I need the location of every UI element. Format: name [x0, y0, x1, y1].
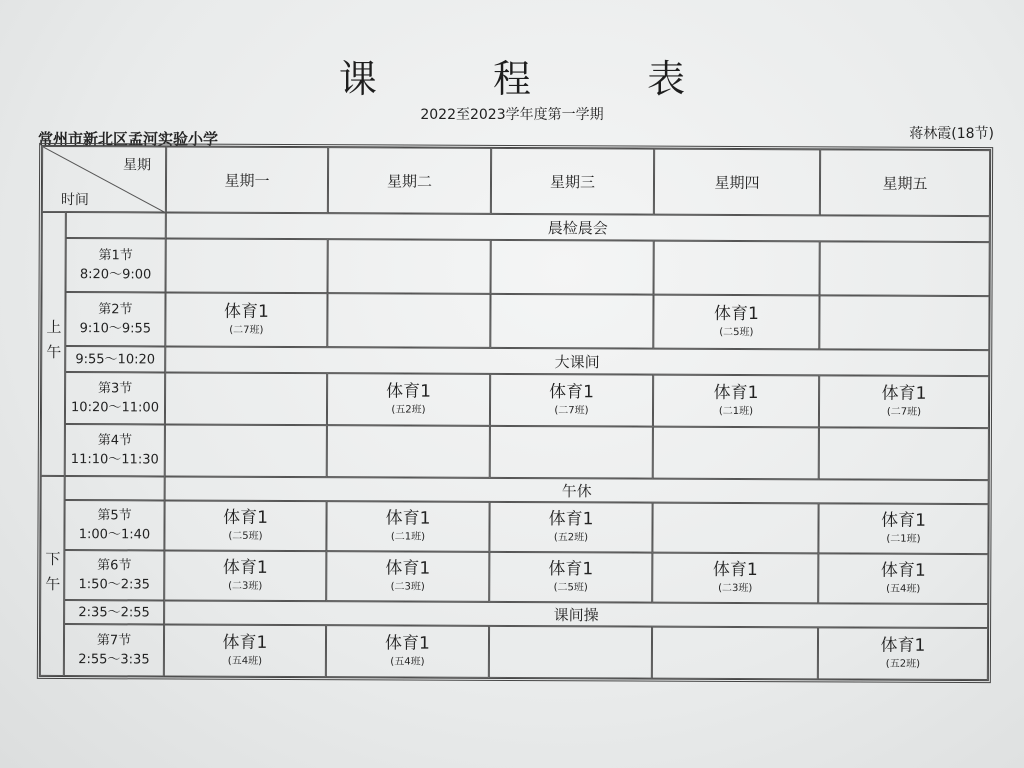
lesson-cell	[654, 241, 820, 296]
class-name: (二1班)	[886, 533, 921, 545]
class-name: (二1班)	[718, 405, 754, 418]
lesson-cell	[166, 238, 328, 293]
subject-name: 体育1	[385, 558, 431, 579]
teacher-name: 蒋林霞(18节)	[909, 126, 994, 142]
lesson-cell	[164, 550, 326, 601]
subject-name: 体育1	[712, 559, 758, 581]
lesson-cell	[489, 626, 652, 679]
class-name: (二7班)	[554, 405, 589, 417]
period-label	[64, 500, 164, 550]
subject-name: 体育1	[881, 510, 926, 531]
period-label	[65, 292, 165, 346]
period-label	[64, 624, 164, 676]
lesson-cell	[818, 553, 988, 604]
class-name: (二7班)	[229, 324, 264, 336]
subject-name: 体育1	[223, 507, 268, 528]
period-name: 第2节	[98, 302, 133, 318]
class-name: (二3班)	[228, 580, 263, 592]
lesson-cell	[164, 500, 326, 551]
lesson-cell	[652, 627, 818, 680]
lesson-cell	[327, 373, 490, 426]
lesson-cell	[326, 625, 489, 678]
period-name: 第7节	[96, 633, 132, 649]
lesson-cell	[489, 502, 652, 553]
subject-name: 体育1	[880, 560, 926, 581]
period-label	[64, 550, 164, 600]
class-name: (五4班)	[390, 656, 425, 668]
day-header: 星期五	[820, 149, 990, 216]
lesson-cell	[819, 427, 989, 480]
class-name: (五2班)	[553, 532, 589, 544]
half-day-afternoon	[40, 476, 65, 676]
subject-name: 体育1	[713, 303, 759, 325]
class-name: (五4班)	[227, 655, 263, 667]
lesson-cell	[490, 374, 653, 427]
class-name: (二3班)	[718, 582, 753, 595]
subject-name: 体育1	[880, 635, 926, 656]
class-name: (二7班)	[886, 406, 922, 418]
lesson-cell	[326, 551, 489, 602]
lesson-cell	[818, 627, 988, 680]
class-name: (二5班)	[719, 326, 754, 339]
subject-name: 体育1	[222, 557, 268, 578]
subject-name: 体育1	[386, 381, 432, 402]
period-label	[65, 424, 165, 476]
half-day-label: 上午	[44, 318, 63, 370]
subject-name: 体育1	[222, 632, 268, 653]
lesson-cell	[165, 292, 327, 347]
lesson-cell	[489, 552, 652, 603]
term-subtitle: 2022至2023学年度第一学期	[420, 107, 604, 123]
period-time: 8:20～9:00	[79, 267, 152, 283]
period-time: 2:55～3:35	[78, 652, 150, 668]
lesson-cell	[652, 553, 818, 604]
corner-label-weekday: 星期	[123, 157, 152, 174]
lesson-cell	[326, 501, 489, 552]
break-time: 2:35～2:55	[78, 604, 150, 620]
lesson-cell	[652, 503, 818, 554]
subject-name: 体育1	[385, 633, 430, 654]
lesson-cell	[165, 372, 327, 425]
blank-label-cell	[66, 212, 166, 238]
period-time: 1:00～1:40	[78, 527, 151, 543]
lesson-cell	[653, 375, 819, 428]
period-name: 第1节	[98, 248, 133, 264]
lesson-cell	[819, 375, 989, 428]
class-name: (二5班)	[553, 582, 588, 594]
day-header: 星期四	[654, 149, 820, 216]
period-time: 9:10～9:55	[79, 321, 152, 337]
period-name: 第5节	[97, 508, 132, 524]
period-name: 第3节	[97, 381, 133, 397]
lesson-cell	[328, 239, 491, 294]
subject-name: 体育1	[548, 559, 594, 580]
period-label	[65, 372, 165, 424]
lesson-cell	[491, 240, 654, 295]
subject-name: 体育1	[713, 382, 759, 404]
lesson-cell	[327, 425, 490, 478]
break-row: 课间操	[164, 600, 988, 628]
half-day-morning	[41, 212, 66, 476]
lesson-cell	[490, 294, 653, 349]
day-header: 星期一	[166, 146, 328, 213]
class-name: (二3班)	[390, 581, 425, 593]
break-row: 晨检晨会	[166, 212, 990, 242]
day-header: 星期三	[491, 148, 654, 215]
class-name: (二1班)	[390, 531, 426, 543]
subject-name: 体育1	[549, 382, 595, 403]
lesson-cell	[653, 427, 819, 480]
lesson-cell	[490, 426, 653, 479]
lesson-cell	[164, 624, 326, 677]
lesson-cell	[820, 241, 990, 296]
class-name: (二5班)	[228, 530, 263, 542]
lesson-cell	[327, 293, 490, 348]
corner-header	[42, 146, 166, 213]
school-name: 常州市新北区孟河实验小学	[38, 130, 219, 148]
break-time-cell	[64, 600, 164, 624]
page-title: 课 程 表	[338, 57, 738, 101]
break-row: 大课间	[165, 346, 989, 376]
subject-name: 体育1	[385, 508, 431, 529]
half-day-label: 下午	[43, 550, 62, 602]
lesson-cell	[819, 295, 989, 350]
break-time: 9:55～10:20	[75, 351, 156, 367]
blank-label-cell	[65, 476, 165, 500]
class-name: (五4班)	[886, 583, 921, 595]
timetable-grid	[37, 143, 993, 683]
lesson-cell	[653, 295, 819, 350]
break-time-cell	[65, 346, 165, 372]
class-name: (五2班)	[885, 658, 921, 670]
day-header: 星期二	[328, 147, 491, 214]
lesson-cell	[818, 503, 988, 554]
period-time: 10:20～11:00	[71, 400, 160, 416]
lesson-cell	[165, 424, 327, 477]
subject-name: 体育1	[548, 509, 594, 530]
period-time: 11:10～11:30	[70, 452, 159, 468]
period-label	[66, 238, 166, 292]
period-name: 第6节	[97, 558, 132, 574]
period-time: 1:50～2:35	[78, 577, 150, 593]
break-row: 午休	[165, 476, 989, 504]
subject-name: 体育1	[223, 301, 269, 322]
subject-name: 体育1	[881, 383, 927, 404]
corner-label-time: 时间	[60, 192, 89, 209]
period-name: 第4节	[97, 433, 133, 449]
class-name: (五2班)	[391, 404, 426, 416]
